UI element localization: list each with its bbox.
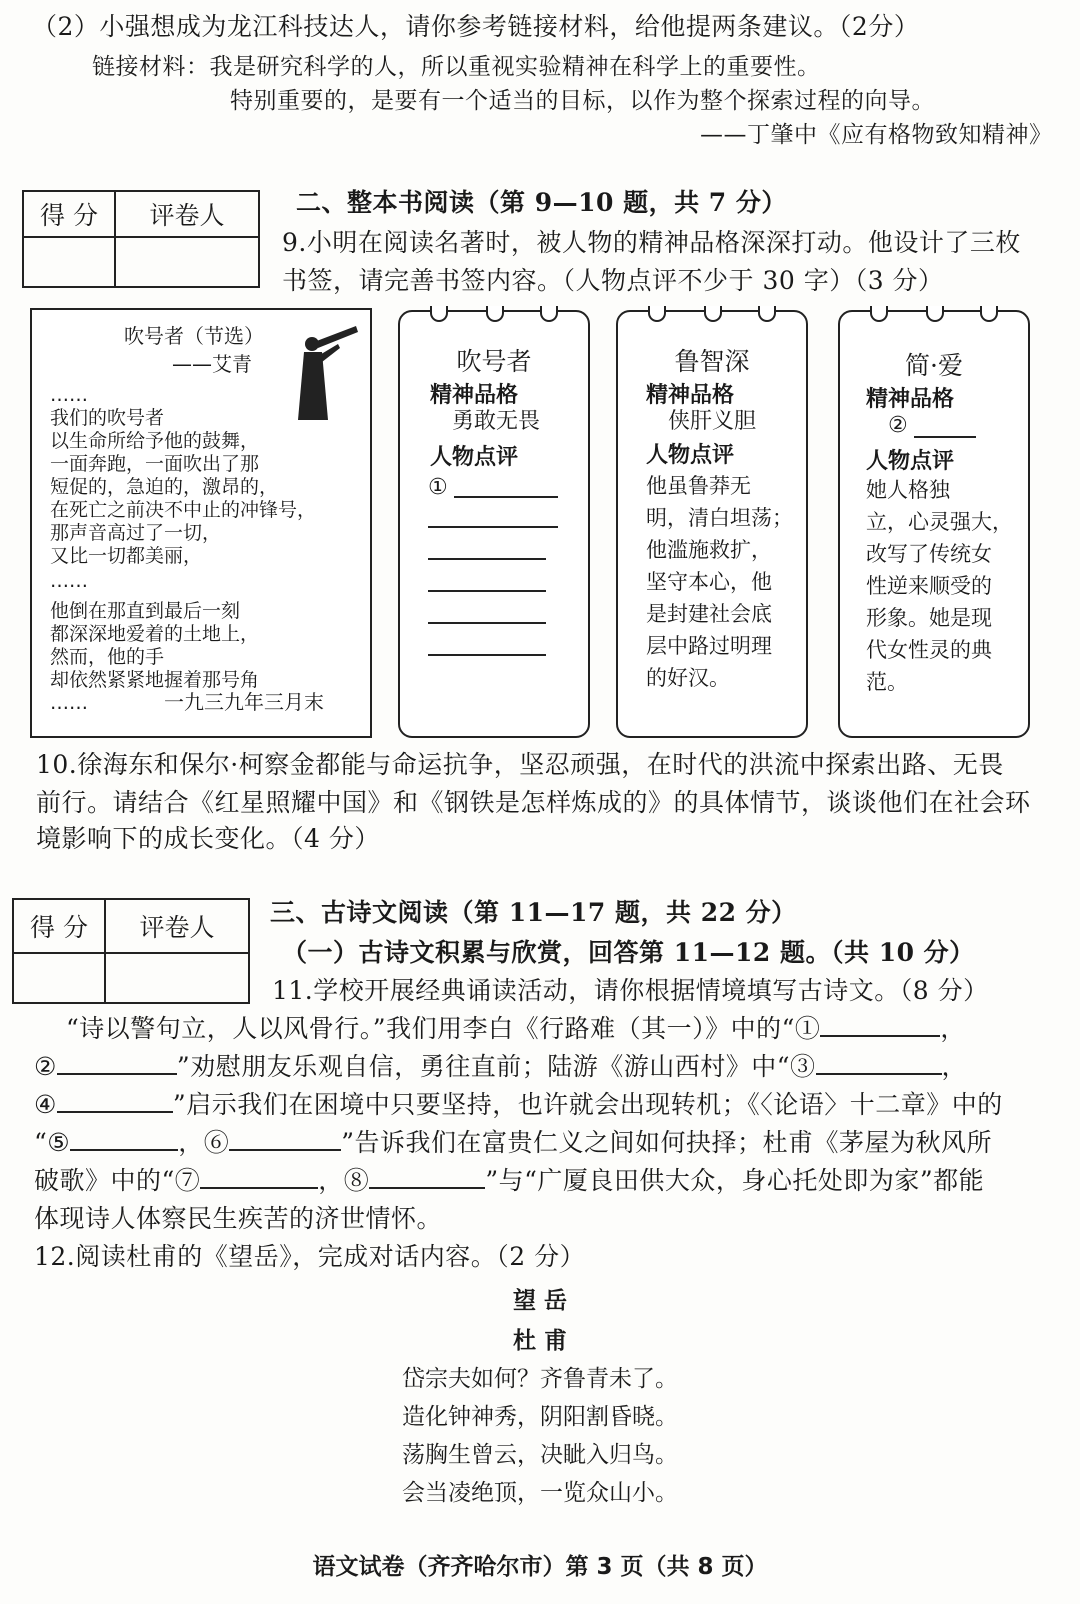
grader-cell[interactable] (115, 237, 259, 287)
poem-card-line: 在死亡之前决不中止的冲锋号， (50, 499, 317, 521)
bookmark-comment-line: 代女性灵的典 (866, 638, 992, 662)
text: ， (941, 1052, 968, 1081)
poem-card-line: 然而，他的手 (50, 646, 165, 668)
poem-line: 会当凌绝顶，一览众山小。 (402, 1480, 678, 1506)
poem-card-title: 吹号者（节选） (124, 324, 264, 348)
poem-card-line: …… (50, 692, 88, 714)
page-footer: 语文试卷（齐齐哈尔市）第 3 页（共 8 页） (312, 1554, 768, 1580)
poem-card-line: 却依然紧紧地握着那号角 (50, 669, 260, 691)
bookmark-jianai (838, 310, 1030, 738)
answer-blank-1[interactable] (428, 622, 546, 624)
score-cell[interactable] (13, 953, 105, 1003)
poem-card-line: 短促的，急迫的，激昂的， (50, 476, 279, 498)
bookmark-comment-line: 范。 (866, 670, 908, 694)
bookmark-comment (646, 470, 793, 694)
text: ④ (34, 1090, 57, 1119)
bookmark-comment-line: 的好汉。 (646, 666, 730, 690)
q9-line1: 9.小明在阅读名著时，被人物的精神品格深深打动。他设计了三枚 (282, 228, 1021, 257)
q11-para-line5 (34, 1164, 984, 1198)
bookmark-comment-line: 他虽鲁莽无 (646, 474, 751, 498)
text: ”启示我们在困境中只要坚持，也许就会出现转机；《〈论语〉十二章》中的 (172, 1090, 1003, 1119)
answer-blank-1[interactable] (428, 526, 558, 528)
poem-line: 岱宗夫如何？齐鲁青未了。 (402, 1366, 678, 1392)
bookmark-luzhishen (616, 310, 808, 738)
bookmark-label-comment: 人物点评 (430, 444, 519, 470)
bookmark-trait: 勇敢无畏 (452, 409, 541, 434)
q10-line2: 前行。请结合《红星照耀中国》和《钢铁是怎样炼成的》的具体情节，谈谈他们在社会环 (36, 788, 1031, 817)
poem-author: 杜 甫 (512, 1328, 567, 1354)
text: ，⑥ (178, 1128, 230, 1157)
bookmark-comment (866, 474, 1013, 698)
q9-line2: 书签，请完善书签内容。（人物点评不少于 30 字）（3 分） (282, 266, 944, 295)
poem-card-line: …… (50, 384, 88, 406)
link-material-line2: 特别重要的，是要有一个适当的目标，以作为整个探索过程的向导。 (230, 88, 935, 114)
ring-icon (486, 306, 504, 322)
poem-card-line: 那声音高过了一切， (50, 522, 222, 544)
poem-card-date: 一九三九年三月末 (164, 690, 324, 714)
poem-title: 望 岳 (512, 1288, 567, 1314)
bookmark-comment-line: 层中路过明理 (646, 634, 772, 658)
q8-part2-question: （2）小强想成为龙江科技达人，请你参考链接材料，给他提两条建议。（2分） (32, 12, 920, 41)
ring-icon (430, 306, 448, 322)
poem-card-line: 他倒在那直到最后一刻 (50, 600, 241, 622)
score-table-section3 (12, 898, 250, 1004)
bookmark-label-trait: 精神品格 (866, 386, 955, 412)
blank-8[interactable] (369, 1165, 485, 1189)
poem-card-line: 又比一切都美丽， (50, 545, 203, 567)
blank-2[interactable] (57, 1051, 177, 1075)
text: “⑤ (34, 1128, 71, 1157)
link-material-source: ——丁肇中《应有格物致知精神》 (700, 122, 1053, 148)
blank-marker-1: ① (428, 475, 448, 500)
answer-blank-1[interactable] (428, 654, 546, 656)
blank-3[interactable] (816, 1051, 942, 1075)
section2-title: 二、整本书阅读（第 9—10 题，共 7 分） (296, 188, 787, 217)
bookmark-trait: 侠肝义胆 (668, 409, 757, 434)
poem-card-line: 我们的吹号者 (50, 407, 165, 429)
blank-1[interactable] (820, 1013, 940, 1037)
bookmark-comment-line: 明，清白坦荡； (646, 506, 793, 530)
q11-para-line6: 体现诗人体察民生疾苦的济世情怀。 (34, 1204, 443, 1233)
bookmark-comment-line: 坚守本心，他 (646, 570, 772, 594)
grader-cell[interactable] (105, 953, 249, 1003)
answer-blank-1[interactable] (454, 496, 558, 498)
q12-prompt: 12.阅读杜甫的《望岳》，完成对话内容。（2 分） (34, 1242, 586, 1271)
score-table-section2 (22, 190, 260, 288)
answer-blank-2[interactable] (914, 436, 976, 438)
score-label: 得 分 (23, 191, 115, 237)
q11-para-line2 (34, 1050, 967, 1084)
wangyue-poem (0, 1280, 1080, 1520)
text: ”劝慰朋友乐观自信，勇往直前；陆游《游山西村》中“③ (176, 1052, 816, 1081)
poem-line: 造化钟神秀，阴阳割昏晓。 (402, 1404, 678, 1430)
ring-icon (540, 306, 558, 322)
q11-para-line3 (34, 1088, 1003, 1122)
q11-prompt: 11.学校开展经典诵读活动，请你根据情境填写古诗文。（8 分） (272, 976, 989, 1005)
q10-line1: 10.徐海东和保尔·柯察金都能与命运抗争，坚忍顽强，在时代的洪流中探索出路、无畏 (36, 750, 1004, 779)
bookmark-label-comment: 人物点评 (866, 448, 955, 474)
q10-line3: 境影响下的成长变化。（4 分） (36, 824, 380, 853)
text: ， (940, 1014, 966, 1043)
link-material-line1: 链接材料：我是研究科学的人，所以重视实验精神在科学上的重要性。 (92, 54, 821, 80)
text: ”告诉我们在富贵仁义之间如何抉择；杜甫《茅屋为秋风所 (341, 1128, 993, 1157)
score-cell[interactable] (23, 237, 115, 287)
blank-6[interactable] (229, 1127, 341, 1151)
text: “诗以警句立，人以风骨行。”我们用李白《行路难（其一）》中的“① (66, 1014, 821, 1043)
section3-title: 三、古诗文阅读（第 11—17 题，共 22 分） (270, 898, 797, 927)
bookmark-comment-line: 是封建社会底 (646, 602, 772, 626)
poem-card-author: ——艾青 (172, 352, 252, 376)
section3-sub1: （一）古诗文积累与欣赏，回答第 11—12 题。（共 10 分） (282, 938, 975, 967)
text: ”与“广厦良田供大众，身心托处即为家”都能 (485, 1166, 985, 1195)
bookmark-comment-line: 立，心灵强大， (866, 510, 1013, 534)
q11-para-line4 (34, 1126, 992, 1160)
ring-icon (704, 306, 722, 322)
grader-label: 评卷人 (105, 899, 249, 953)
poem-card-line: …… (50, 570, 88, 592)
bookmark-comment-line: 她人格独 (866, 478, 950, 502)
poem-line: 荡胸生曾云，决眦入归鸟。 (402, 1442, 678, 1468)
poem-card-line: 都深深地爱着的土地上， (50, 623, 260, 645)
blank-7[interactable] (200, 1165, 318, 1189)
bookmark-chuihaozhe (398, 310, 590, 738)
bookmark-title: 鲁智深 (674, 347, 750, 376)
bookmark-comment-line: 改写了传统女 (866, 542, 992, 566)
bookmark-title: 简·爱 (905, 351, 963, 380)
ring-icon (926, 306, 944, 322)
bookmark-comment-line: 性逆来顺受的 (866, 574, 992, 598)
bookmark-label-trait: 精神品格 (430, 382, 519, 408)
grader-label: 评卷人 (115, 191, 259, 237)
poem-card-line: 以生命所给予他的鼓舞， (50, 430, 260, 452)
ring-icon (870, 306, 888, 322)
bookmark-label-trait: 精神品格 (646, 382, 735, 408)
text: ，⑧ (318, 1166, 370, 1195)
ring-icon (980, 306, 998, 322)
bookmark-comment-line: 他滥施救扩， (646, 538, 772, 562)
bookmark-title: 吹号者 (456, 347, 532, 376)
answer-blank-1[interactable] (428, 558, 546, 560)
answer-blank-1[interactable] (428, 590, 546, 592)
bookmark-label-comment: 人物点评 (646, 442, 735, 468)
poem-card-lines (50, 384, 316, 715)
poem-card (30, 308, 372, 738)
blank-5[interactable] (70, 1127, 178, 1151)
bookmark-comment-line: 形象。她是现 (866, 606, 992, 630)
ring-icon (648, 306, 666, 322)
score-label: 得 分 (13, 899, 105, 953)
q11-para-line1 (66, 1012, 966, 1046)
text: ② (34, 1052, 57, 1081)
blank-marker-2: ② (888, 413, 908, 438)
ring-icon (758, 306, 776, 322)
text: 破歌》中的“⑦ (34, 1166, 201, 1195)
blank-4[interactable] (57, 1089, 173, 1113)
poem-card-line: 一面奔跑，一面吹出了那 (50, 453, 260, 475)
